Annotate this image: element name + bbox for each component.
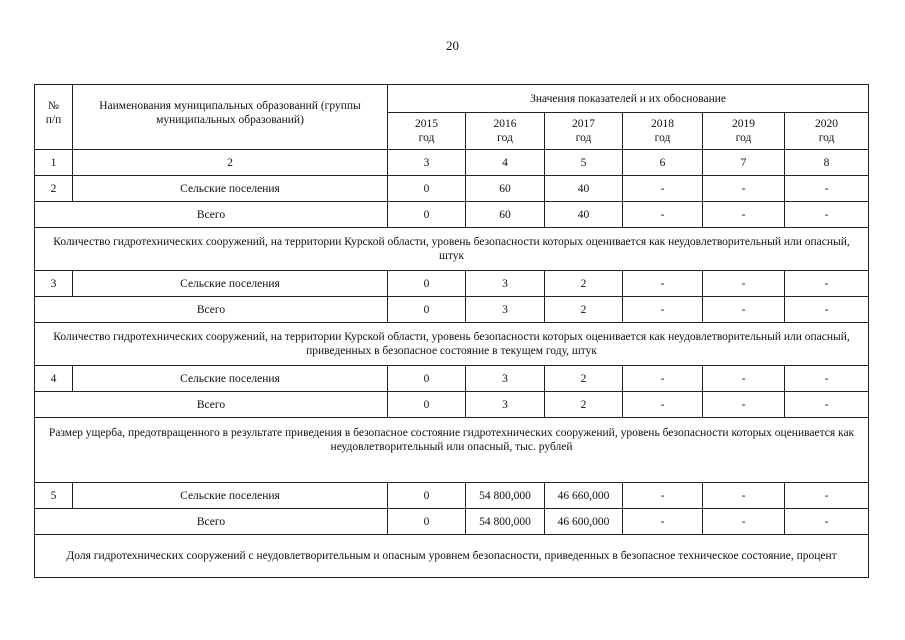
value-cell: 60 (466, 176, 545, 202)
total-value-cell: 3 (466, 297, 545, 323)
total-row (35, 509, 869, 535)
total-value-cell: 0 (388, 392, 466, 418)
total-value-cell: 54 800,000 (466, 509, 545, 535)
table-row (35, 366, 869, 392)
index-cell: 3 (388, 150, 466, 176)
index-cell: 8 (785, 150, 869, 176)
row-number: 4 (35, 366, 73, 392)
total-value-cell: - (785, 202, 869, 228)
total-value-cell: 3 (466, 392, 545, 418)
value-cell: - (623, 483, 703, 509)
value-cell: 3 (466, 271, 545, 297)
value-cell: - (623, 271, 703, 297)
total-value-cell: 60 (466, 202, 545, 228)
value-cell: - (785, 271, 869, 297)
total-value-cell: - (623, 509, 703, 535)
index-cell: 6 (623, 150, 703, 176)
index-cell: 1 (35, 150, 73, 176)
header-year: 2017 год (545, 113, 623, 150)
total-value-cell: 0 (388, 297, 466, 323)
total-label: Всего (35, 392, 388, 418)
section-title: Количество гидротехнических сооружений, на территории Курской области, уровень безопасности которых оценивается как неудовлетворительный или опасный, приведенных в безопасное состояние в текущем году, штук (35, 323, 869, 366)
value-cell: 0 (388, 483, 466, 509)
value-cell: - (703, 483, 785, 509)
total-label: Всего (35, 297, 388, 323)
value-cell: 0 (388, 366, 466, 392)
header-year: 2015 год (388, 113, 466, 150)
total-value-cell: 0 (388, 509, 466, 535)
index-cell: 2 (73, 150, 388, 176)
header-name: Наименования муниципальных образований (группы муниципальных образований) (73, 85, 388, 150)
total-value-cell: - (703, 392, 785, 418)
total-value-cell: 40 (545, 202, 623, 228)
section-row (35, 323, 869, 366)
total-label: Всего (35, 202, 388, 228)
total-label: Всего (35, 509, 388, 535)
total-value-cell: - (623, 202, 703, 228)
table-row (35, 483, 869, 509)
section-title: Количество гидротехнических сооружений, на территории Курской области, уровень безопасности которых оценивается как неудовлетворительный или опасный, штук (35, 228, 869, 271)
value-cell: 2 (545, 271, 623, 297)
table-row (35, 176, 869, 202)
indicators-table (34, 84, 869, 578)
page-number: 20 (446, 38, 459, 53)
value-cell: - (703, 271, 785, 297)
header-year: 2019 год (703, 113, 785, 150)
section-row (35, 228, 869, 271)
section-title: Размер ущерба, предотвращенного в результате приведения в безопасное состояние гидротехнических сооружений, уровень безопасности которых оценивается как неудовлетворительный или опасный, тыс. рублей (35, 418, 869, 483)
value-cell: 46 660,000 (545, 483, 623, 509)
header-year: 2018 год (623, 113, 703, 150)
section-title: Доля гидротехнических сооружений с неудовлетворительным и опасным уровнем безопасности, приведенных в безопасное техническое состояние, процент (35, 535, 869, 578)
header-year: 2016 год (466, 113, 545, 150)
value-cell: - (623, 366, 703, 392)
row-name: Сельские поселения (73, 271, 388, 297)
total-row (35, 202, 869, 228)
row-number: 2 (35, 176, 73, 202)
row-number: 5 (35, 483, 73, 509)
total-value-cell: 2 (545, 297, 623, 323)
value-cell: - (703, 366, 785, 392)
row-name: Сельские поселения (73, 483, 388, 509)
table-body (35, 85, 869, 578)
total-value-cell: 2 (545, 392, 623, 418)
section-row (35, 418, 869, 483)
index-cell: 4 (466, 150, 545, 176)
index-row (35, 150, 869, 176)
value-cell: - (785, 483, 869, 509)
value-cell: - (785, 366, 869, 392)
row-name: Сельские поселения (73, 366, 388, 392)
value-cell: - (785, 176, 869, 202)
header-num: № п/п (35, 85, 73, 150)
header-year: 2020 год (785, 113, 869, 150)
value-cell: 40 (545, 176, 623, 202)
total-value-cell: - (703, 202, 785, 228)
total-value-cell: - (785, 297, 869, 323)
value-cell: 54 800,000 (466, 483, 545, 509)
value-cell: - (703, 176, 785, 202)
total-value-cell: - (623, 297, 703, 323)
index-cell: 5 (545, 150, 623, 176)
total-row (35, 297, 869, 323)
section-row (35, 535, 869, 578)
total-value-cell: - (703, 509, 785, 535)
total-row (35, 392, 869, 418)
total-value-cell: - (623, 392, 703, 418)
row-name: Сельские поселения (73, 176, 388, 202)
row-number: 3 (35, 271, 73, 297)
total-value-cell: - (785, 509, 869, 535)
value-cell: 2 (545, 366, 623, 392)
table-row (35, 271, 869, 297)
total-value-cell: 0 (388, 202, 466, 228)
total-value-cell: - (703, 297, 785, 323)
total-value-cell: - (785, 392, 869, 418)
value-cell: 3 (466, 366, 545, 392)
total-value-cell: 46 600,000 (545, 509, 623, 535)
index-cell: 7 (703, 150, 785, 176)
value-cell: 0 (388, 271, 466, 297)
header-row (35, 85, 869, 113)
header-values-title: Значения показателей и их обоснование (388, 85, 869, 113)
value-cell: - (623, 176, 703, 202)
value-cell: 0 (388, 176, 466, 202)
